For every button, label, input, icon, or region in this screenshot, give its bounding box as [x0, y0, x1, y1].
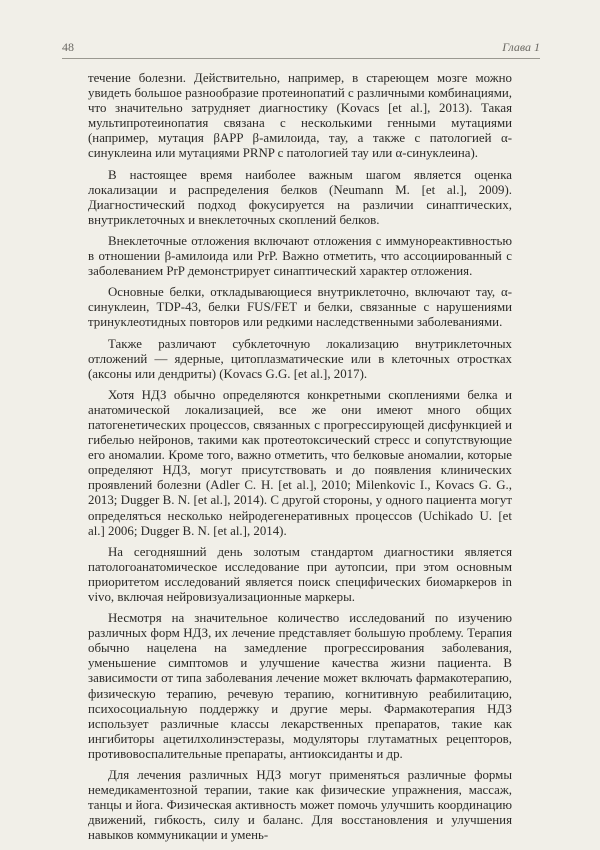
paragraph-4: Основные белки, откладывающиеся внутриклеточно, включают тау, α-синуклеин, TDP-43, белки FUS/FET и белки, связанные с нарушениями тринуклеотидных повторов или редкими наследственными заболеваниями. [88, 285, 512, 330]
header-rule [62, 58, 540, 59]
chapter-title: Глава 1 [502, 40, 540, 54]
paragraph-3: Внеклеточные отложения включают отложения с иммунореактивностью в отношении β-амилоида или PrP. Важно отметить, что ассоциированный с заболеванием PrP демонстрирует синаптический характер отложения. [88, 233, 512, 279]
paragraph-5: Также различают субклеточную локализацию внутриклеточных отложений — ядерные, цитоплазматические или в клеточных отростках (аксоны или дендриты) (Kovacs G.G. [et al.], 2017). [88, 336, 512, 381]
paragraph-2: В настоящее время наиболее важным шагом является оценка локализации и распределения белков (Neumann M. [et al.], 2009). Диагностический подход фокусируется на различии синаптических, внутриклеточных и внеклеточных скоплений белков. [88, 167, 512, 227]
paragraph-6: Хотя НДЗ обычно определяются конкретными скоплениями белка и анатомической локализацией, все же они имеют много общих патогенетических процессов, связанных с прогрессирующей дисфункцией и гибелью нейронов, такими как протеотоксический стресс и сопутствующие его аномалии. Кроме того, важно отметить, что белковые аномалии, которые определяют НДЗ, могут присутствовать и до появления клинических проявлений болезни (Adler C. H. [et al.], 2010; Milenkovic I., Kovacs G. G., 2013; Dugger B. N. [et al.], 2014). С другой стороны, у одного пациента могут определяться несколько нейродегенеративных процессов (Uchikado U. [et al.] 2006; Dugger B. N. [et al.], 2014). [88, 387, 512, 538]
paragraph-7: На сегодняшний день золотым стандартом диагностики является патологоанатомическое исследование при аутопсии, при этом основным приоритетом исследований является поиск специфических биомаркеров in vivo, включая нейровизуализационные маркеры. [88, 544, 512, 604]
paragraph-9: Для лечения различных НДЗ могут применяться различные формы немедикаментозной терапии, такие как физические упражнения, массаж, танцы и йога. Физическая активность может помочь улучшить координацию движений, гибкость, силу и баланс. Для восстановления и улучшения навыков коммуникации и умень- [88, 768, 512, 843]
paragraph-8: Несмотря на значительное количество исследований по изучению различных форм НДЗ, их лечение представляет большую проблему. Терапия обычно нацелена на замедление прогрессирования заболевания, уменьшение симптомов и улучшение качества жизни пациента. В зависимости от типа заболевания лечение может включать фармакотерапию, физическую терапию, речевую терапию, когнитивную реабилитацию, психосоциальную поддержку и другие меры. Фармакотерапия НДЗ использует различные классы лекарственных препаратов, такие как ингибиторы ацетилхолинэстеразы, модуляторы глутаматных рецепторов, противовоспалительные препараты, антиоксиданты и др. [88, 611, 512, 761]
page-number: 48 [62, 40, 74, 54]
running-header [62, 40, 540, 55]
body-text [88, 71, 512, 850]
paragraph-1: течение болезни. Действительно, например, в стареющем мозге можно увидеть большое разнообразие протеинопатий с различными комбинациями, что значительно затрудняет диагностику (Kovacs [et al.], 2013). Такая мультипротеинопатия связана с несколькими генными мутациями (например, мутация βAPP β-амилоида, тау, а также с патологией α-синуклеина или мутациями PRNP с патологией тау или α-синуклеина). [88, 71, 512, 161]
